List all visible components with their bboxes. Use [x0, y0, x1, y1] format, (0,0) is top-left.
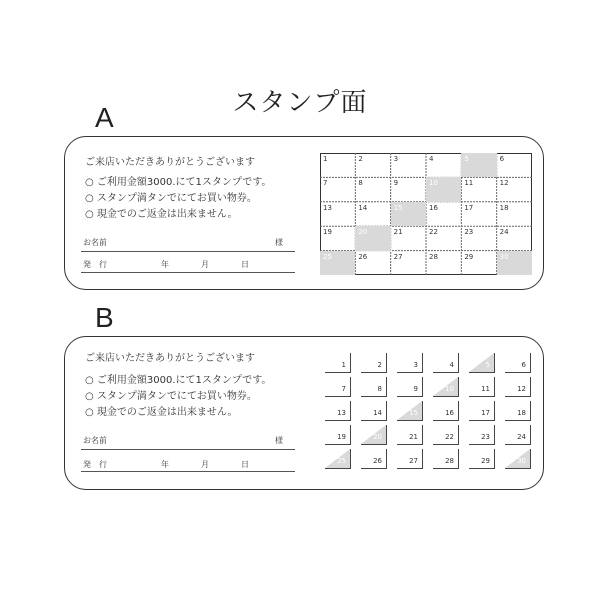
greeting-text: ご来店いただきありがとうございます	[85, 353, 255, 364]
stamp-number: 11	[464, 179, 474, 188]
greeting-text: ご来店いただきありがとうございます	[85, 157, 255, 168]
rule-3: ○ 現金でのご返金は出来ません。	[85, 209, 238, 220]
stamp-number: 16	[445, 409, 454, 417]
stamp-number: 28	[445, 457, 454, 465]
rule-1: ○ ご利用金額3000.にて1スタンプです。	[85, 375, 272, 386]
stamp-cell-6	[497, 153, 532, 177]
stamp-number: 13	[323, 203, 332, 212]
stamp-number: 7	[341, 385, 346, 393]
stamp-number: 26	[373, 457, 382, 465]
stamp-box-17	[469, 401, 495, 421]
stamp-cell-13	[320, 202, 355, 226]
stamp-number: 23	[464, 228, 474, 237]
stamp-number: 25	[323, 252, 332, 261]
stamp-box-1	[325, 353, 351, 373]
stamp-number: 19	[323, 228, 332, 237]
stamp-box-19	[325, 425, 351, 445]
card-b-letter: B	[95, 302, 114, 333]
stamp-cell-23	[461, 226, 496, 250]
month-label: 月	[201, 460, 209, 469]
year-label: 年	[161, 460, 169, 469]
stamp-cell-16	[426, 202, 461, 226]
stamp-box-6	[505, 353, 531, 373]
stamp-box-23	[469, 425, 495, 445]
name-label: お名前	[83, 238, 107, 247]
stamp-number: 13	[337, 409, 346, 417]
stamp-box-3	[397, 353, 423, 373]
stamp-card-b	[64, 336, 544, 490]
rule-2: ○ スタンプ満タンでにてお買い物券。	[85, 193, 257, 204]
stamp-cell-10	[426, 177, 461, 201]
name-line	[81, 251, 295, 252]
stamp-fill-triangle	[469, 353, 494, 372]
stamp-number: 29	[481, 457, 490, 465]
honorific-label: 様	[275, 436, 283, 445]
stamp-number: 26	[358, 252, 368, 261]
stamp-number: 10	[429, 179, 438, 188]
stamp-cell-1	[320, 153, 355, 177]
stamp-cell-15	[391, 202, 426, 226]
stamp-number: 8	[358, 179, 363, 188]
stamp-cell-30	[497, 251, 532, 275]
stamp-box-4	[433, 353, 459, 373]
page-title: スタンプ面	[232, 88, 368, 118]
rule-1: ○ ご利用金額3000.にて1スタンプです。	[85, 177, 272, 188]
stamp-box-25	[325, 449, 351, 469]
stamp-number: 19	[337, 433, 346, 441]
issue-label: 発 行	[83, 460, 107, 469]
stamp-cell-2	[355, 153, 390, 177]
stamp-cell-8	[355, 177, 390, 201]
stamp-cell-3	[391, 153, 426, 177]
stamp-number: 24	[517, 433, 526, 441]
stamp-number: 28	[429, 252, 438, 261]
stamp-box-18	[505, 401, 531, 421]
stamp-number: 10	[445, 385, 454, 393]
stamp-number: 17	[481, 409, 490, 417]
stamp-number: 3	[393, 155, 399, 163]
stamp-number: 2	[358, 155, 363, 163]
stamp-box-20	[361, 425, 387, 445]
stamp-box-24	[505, 425, 531, 445]
stamp-cell-26	[355, 251, 390, 275]
stamp-box-16	[433, 401, 459, 421]
stamp-number: 12	[499, 179, 509, 188]
stamp-number: 18	[517, 409, 526, 417]
issue-label: 発 行	[83, 260, 107, 269]
stamp-box-22	[433, 425, 459, 445]
month-label: 月	[201, 260, 209, 269]
stamp-cell-12	[497, 177, 532, 201]
stamp-box-8	[361, 377, 387, 397]
stamp-cell-29	[461, 251, 496, 275]
stamp-number: 15	[409, 409, 418, 417]
stamp-number: 21	[409, 433, 418, 441]
stamp-grid-b	[319, 351, 529, 475]
stamp-cell-22	[426, 226, 461, 250]
stamp-cell-7	[320, 177, 355, 201]
stamp-number: 4	[449, 361, 454, 369]
stamp-cell-9	[391, 177, 426, 201]
stamp-number: 6	[499, 155, 505, 163]
issue-line	[81, 471, 295, 472]
stamp-box-10	[433, 377, 459, 397]
stamp-number: 22	[429, 228, 438, 237]
honorific-label: 様	[275, 238, 283, 247]
name-line	[81, 449, 295, 450]
name-label: お名前	[83, 436, 107, 445]
stamp-box-26	[361, 449, 387, 469]
stamp-box-27	[397, 449, 423, 469]
stamp-cell-18	[497, 202, 532, 226]
stamp-number: 20	[358, 228, 368, 237]
stamp-cell-24	[497, 226, 532, 250]
stamp-number: 3	[413, 361, 418, 369]
card-a-letter: A	[95, 102, 114, 133]
stamp-box-15	[397, 401, 423, 421]
stamp-number: 18	[499, 203, 509, 212]
stamp-box-7	[325, 377, 351, 397]
stamp-number: 15	[393, 203, 403, 212]
issue-line	[81, 272, 295, 273]
stamp-number: 30	[499, 252, 509, 261]
stamp-number: 4	[429, 155, 434, 163]
stamp-box-5	[469, 353, 495, 373]
stamp-cell-25	[320, 251, 355, 275]
stamp-cell-28	[426, 251, 461, 275]
stamp-number: 2	[377, 361, 382, 369]
stamp-number: 9	[393, 179, 399, 188]
stamp-box-12	[505, 377, 531, 397]
stamp-number: 9	[413, 385, 418, 393]
stamp-number: 21	[393, 228, 403, 237]
stamp-cell-20	[355, 226, 390, 250]
stamp-cell-11	[461, 177, 496, 201]
rule-2: ○ スタンプ満タンでにてお買い物券。	[85, 391, 257, 402]
stamp-box-13	[325, 401, 351, 421]
stamp-number: 6	[521, 361, 526, 369]
stamp-number: 1	[323, 155, 328, 163]
stamp-box-9	[397, 377, 423, 397]
stamp-number: 16	[429, 203, 438, 212]
stamp-number: 25	[337, 457, 346, 465]
stamp-box-14	[361, 401, 387, 421]
stamp-number: 5	[464, 155, 469, 163]
stamp-cell-4	[426, 153, 461, 177]
stamp-number: 14	[373, 409, 382, 417]
stamp-box-28	[433, 449, 459, 469]
stamp-number: 22	[445, 433, 454, 441]
stamp-grid-a	[320, 153, 532, 275]
stamp-number: 11	[481, 385, 490, 393]
stamp-number: 27	[393, 252, 403, 261]
stamp-number: 20	[373, 433, 382, 441]
stamp-box-11	[469, 377, 495, 397]
stamp-number: 24	[499, 228, 509, 237]
stamp-cell-21	[391, 226, 426, 250]
stamp-card-a	[64, 136, 544, 290]
stamp-cell-17	[461, 202, 496, 226]
stamp-number: 29	[464, 252, 474, 261]
stamp-number: 30	[517, 457, 526, 465]
stamp-box-2	[361, 353, 387, 373]
stamp-number: 12	[517, 385, 526, 393]
stamp-box-21	[397, 425, 423, 445]
rule-3: ○ 現金でのご返金は出来ません。	[85, 407, 238, 418]
stamp-cell-19	[320, 226, 355, 250]
stamp-cell-14	[355, 202, 390, 226]
stamp-number: 23	[481, 433, 490, 441]
stamp-number: 17	[464, 203, 474, 212]
stamp-number: 1	[341, 361, 346, 369]
stamp-cell-27	[391, 251, 426, 275]
stamp-number: 8	[377, 385, 382, 393]
stamp-number: 14	[358, 203, 368, 212]
stamp-number: 5	[485, 361, 490, 369]
day-label: 日	[241, 460, 249, 469]
stamp-cell-5	[461, 153, 496, 177]
stamp-box-29	[469, 449, 495, 469]
stamp-box-30	[505, 449, 531, 469]
day-label: 日	[241, 260, 249, 269]
year-label: 年	[161, 260, 169, 269]
stamp-number: 27	[409, 457, 418, 465]
stamp-number: 7	[323, 179, 328, 188]
